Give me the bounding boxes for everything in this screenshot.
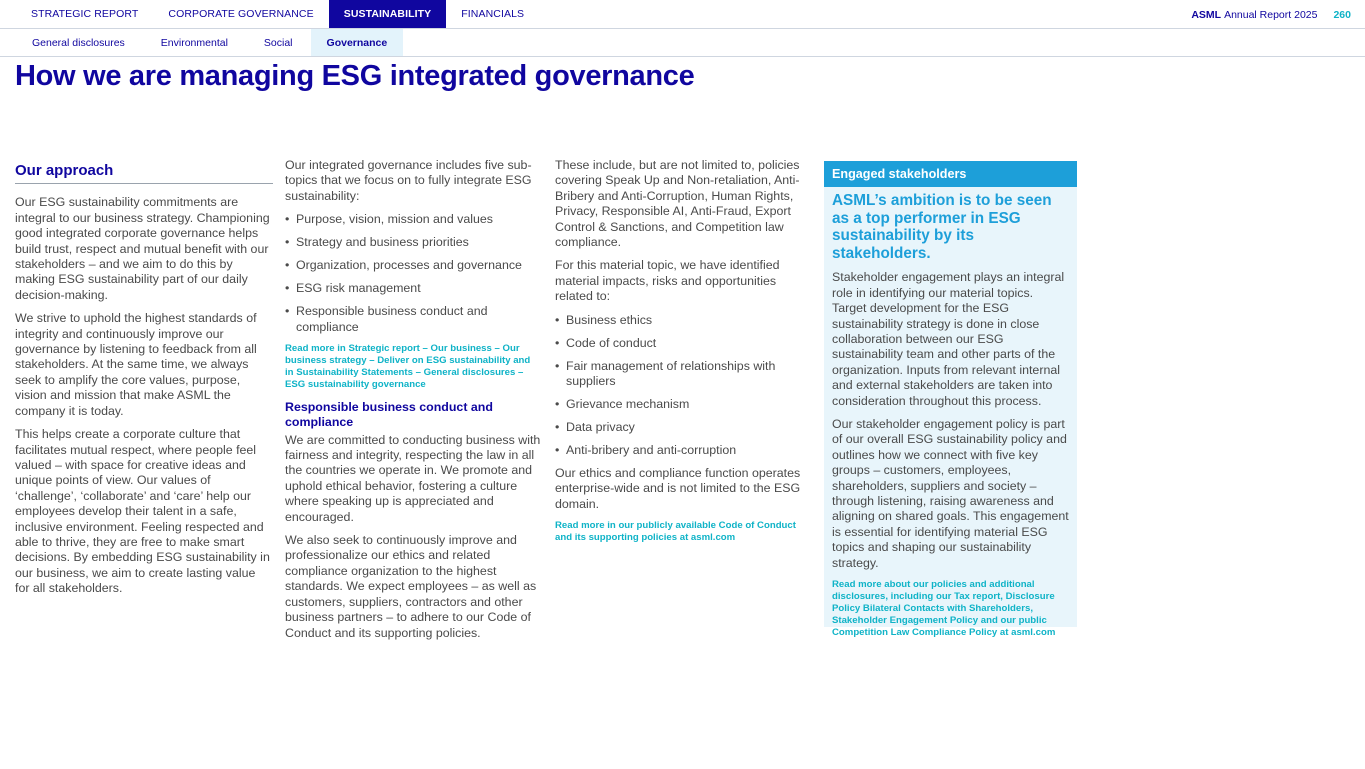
paragraph: Our stakeholder engagement policy is part of our overall ESG sustainability policy and outlines how we connect with five key groups – customers, employees, shareholders, suppliers and society – through listening, raising awareness and aligning on shared goals. This engagement is essential for identifying material ESG topics and shaping our sustainability strategy. — [832, 417, 1069, 570]
list-item: • Code of conduct — [555, 336, 813, 351]
report-title: Annual Report 2025 — [1224, 8, 1318, 21]
paragraph: We are committed to conducting business with fairness and integrity, respecting the law in all the countries we operate in. We promote and uphold ethical behavior, fostering a culture where speaking up is appreciated and encouraged. — [285, 432, 541, 524]
subheading-responsible-business-conduct: Responsible business conduct and compliance — [285, 399, 493, 429]
tab-corporate-governance[interactable]: CORPORATE GOVERNANCE — [168, 8, 314, 20]
tab-financials[interactable]: FINANCIALS — [461, 8, 525, 20]
material-topics-list — [555, 313, 813, 459]
list-item: • Data privacy — [555, 420, 813, 435]
list-item: • ESG risk management — [285, 281, 541, 296]
engaged-stakeholders-box — [824, 161, 1077, 639]
box-lead-statement: ASML’s ambition is to be seen as a top performer in ESG sustainability by its stakeholders. — [832, 192, 1052, 262]
paragraph: Our ESG sustainability commitments are integral to our business strategy. Championing good integrated corporate governance helps build trust, respect and mutual benefit with our stakeholders – and we aim to do this by making ESG sustainability part of our daily decision-making. — [15, 195, 270, 302]
subtab-environmental[interactable]: Environmental — [160, 36, 228, 49]
list-item: • Organization, processes and governance — [285, 258, 541, 273]
list-item: • Purpose, vision, mission and values — [285, 212, 541, 227]
column-policies — [555, 158, 813, 553]
column-integrated-governance — [285, 158, 541, 649]
box-body — [824, 187, 1077, 639]
top-navigation — [0, 0, 1365, 29]
paragraph: Stakeholder engagement plays an integral role in identifying our material topics. Target development for the ESG sustainability strategy is done in close collaboration between our ESG sustainability team and other parts of the organization. Inputs from relevant internal and external stakeholders are taken into consideration throughout this process. — [832, 270, 1065, 408]
report-info — [1191, 0, 1351, 29]
box-header: Engaged stakeholders — [824, 161, 1077, 187]
list-item: • Strategy and business priorities — [285, 235, 541, 250]
subtab-social[interactable]: Social — [263, 36, 293, 49]
tab-strategic-report[interactable]: STRATEGIC REPORT — [31, 8, 139, 20]
paragraph: This helps create a corporate culture that facilitates mutual respect, where people feel valued – with space for creative ideas and unique points of view. Our values of ‘challenge’, ‘collaborate’ and ‘care’ help our employees develop their talent in a safe, inclusive environment. Feeling respected and able to thrive, they are free to make smart decisions. By embedding ESG sustainability in our business, we aim to create lasting value for all stakeholders. — [15, 427, 270, 596]
list-item: • Fair management of relationships with suppliers — [555, 359, 813, 390]
section-heading-our-approach: Our approach — [15, 158, 273, 184]
brand-name: ASML — [1191, 8, 1222, 21]
paragraph: Our integrated governance includes five sub-topics that we focus on to fully integrate ESG sustainability: — [285, 158, 532, 203]
paragraph: For this material topic, we have identified material impacts, risks and opportunities related to: — [555, 258, 780, 304]
read-more-link[interactable]: Read more in Strategic report – Our business – Our business strategy – Deliver on ESG sustainability and in Sustainability Statements – General disclosures – ESG sustainability governance — [285, 342, 531, 390]
sub-navigation — [0, 29, 1365, 57]
paragraph: We strive to uphold the highest standards of integrity and continuously improve our governance by listening to feedback from all stakeholders. At the same time, we always seek to amplify the core values, purpose, vision and mission that make ASML the company it is today. — [15, 311, 257, 418]
paragraph: These include, but are not limited to, policies covering Speak Up and Non-retaliation, Anti-Bribery and Anti-Corruption, Human Rights, Privacy, Responsible AI, Anti-Fraud, Export Control & Sanctions, and Competition law compliance. — [555, 158, 800, 250]
paragraph: We also seek to continuously improve and professionalize our ethics and related compliance organization to the highest standards. We expect employees – as well as customers, suppliers, contractors and other business partners – to adhere to our Code of Conduct and its supporting policies. — [285, 533, 537, 640]
list-item: • Business ethics — [555, 313, 813, 328]
subtab-general-disclosures[interactable]: General disclosures — [32, 36, 125, 49]
subtab-governance[interactable]: Governance — [311, 29, 404, 56]
page-title: How we are managing ESG integrated governance — [15, 60, 695, 92]
read-more-link[interactable]: Read more about our policies and additional disclosures, including our Tax report, Disclosure Policy Bilateral Contacts with Shareholders, Stakeholder Engagement Policy and our public Competition Law Compliance Policy at asml.com — [832, 579, 1056, 639]
subtopic-list — [285, 212, 541, 335]
list-item: • Grievance mechanism — [555, 397, 813, 412]
paragraph: Our ethics and compliance function operates enterprise-wide and is not limited to the ESG domain. — [555, 466, 801, 511]
page-number: 260 — [1333, 8, 1351, 21]
list-item: • Anti-bribery and anti-corruption — [555, 443, 813, 458]
read-more-link[interactable]: Read more in our publicly available Code of Conduct and its supporting policies at asml.com — [555, 520, 796, 544]
tab-sustainability[interactable]: SUSTAINABILITY — [329, 0, 447, 28]
column-our-approach — [15, 158, 273, 605]
list-item: • Responsible business conduct and compliance — [285, 304, 541, 335]
